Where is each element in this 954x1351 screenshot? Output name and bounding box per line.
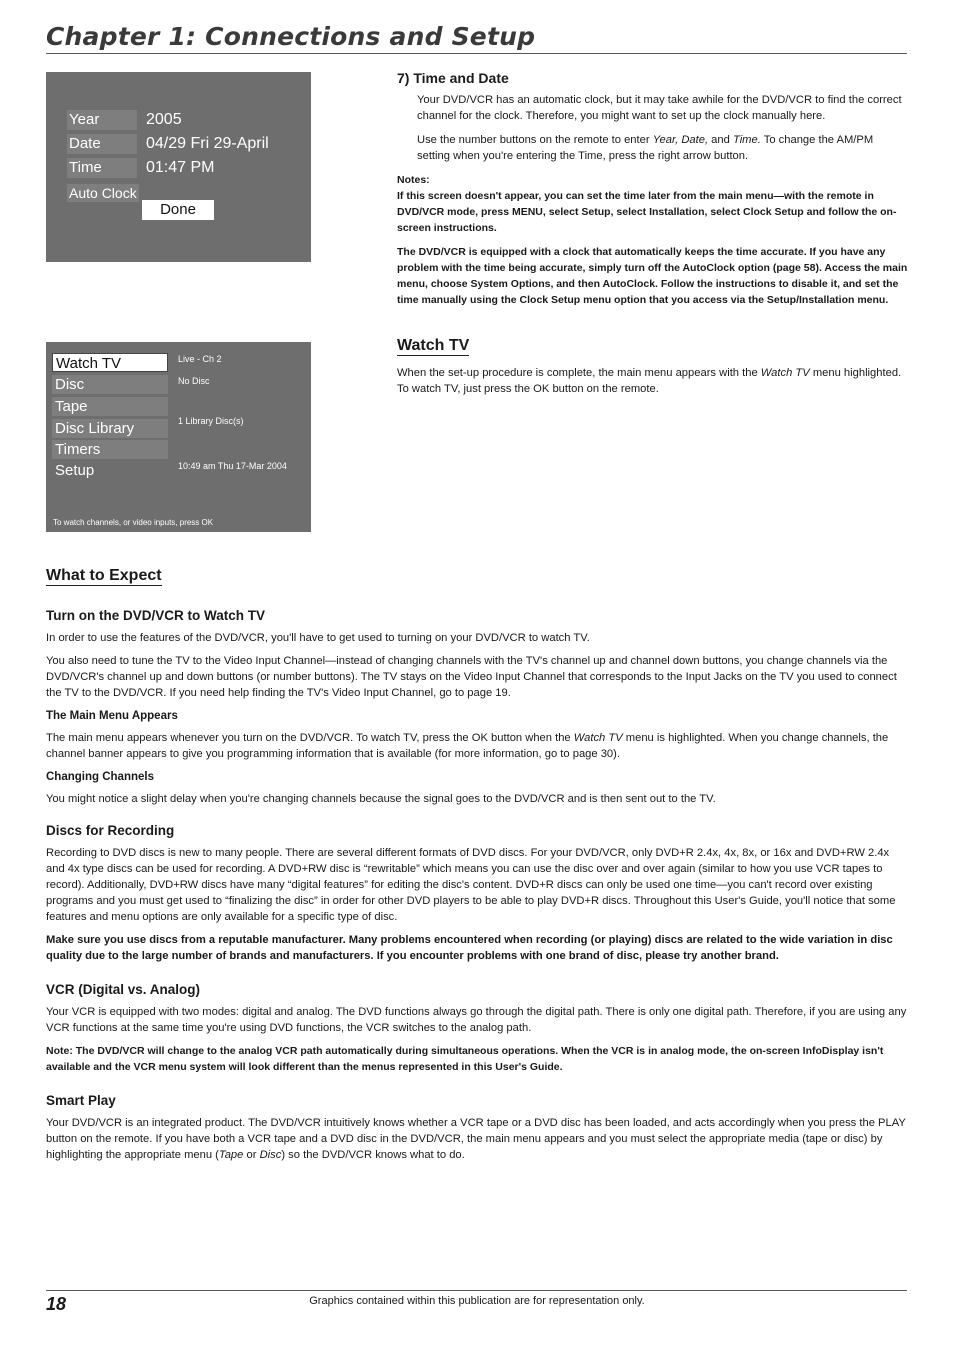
menu-info-datetime: 10:49 am Thu 17-Mar 2004 [178, 461, 287, 471]
menu-info-library: 1 Library Disc(s) [178, 416, 244, 426]
clock-setup-screen [46, 72, 311, 262]
menu-footer-hint: To watch channels, or video inputs, press OK [53, 518, 214, 527]
vcr-heading: VCR (Digital vs. Analog) [46, 982, 201, 997]
page-number: 18 [46, 1294, 67, 1314]
right-column [397, 70, 909, 404]
what-to-expect-heading: What to Expect [46, 567, 162, 584]
turn-on-paragraph-2: You also need to tune the TV to the Video Input Channel—instead of changing channels with the TV's channel up and channel down buttons, you change channels via the DVD/VCR's channel up and down buttons (or number buttons). The TV stays on the Video Input Channel that corresponds to the Input Jacks on the TV you used to connect the TV to the DVD/VCR. If you need help finding the TV's Video Input Channel, go to page 19. [46, 655, 897, 699]
text-run: menu highlighted. To watch TV, just press the OK button on the remote. [397, 367, 902, 395]
note-autoclock: The DVD/VCR is equipped with a clock that automatically keeps the time accurate. If you have any problem with the time being accurate, simply turn off the AutoClock option (page 58). Access the main menu, choose System Options, and then AutoClock. Follow the instructions to disable it, and set the time manually using the Clock Setup menu option that you access via the Setup/Installation menu. [397, 246, 908, 306]
turn-on-paragraph-1: In order to use the features of the DVD/VCR, you'll have to get used to turning on your DVD/VCR to watch TV. [46, 632, 590, 644]
text-run: Your DVD/VCR is an integrated product. The DVD/VCR intuitively knows whether a VCR tape or a DVD disc has been loaded, and acts accordingly when you press the PLAY button on the remote. If you have both a VCR tape and a DVD disc in the DVD/VCR, the main menu appears and you must select the appropriate media (tape or disc) by highlighting the appropriate menu ( [46, 1117, 906, 1161]
text-run: ) so the DVD/VCR knows what to do. [281, 1149, 465, 1161]
menu-info-disc: No Disc [178, 376, 210, 386]
clock-value: 01:47 PM [146, 159, 215, 176]
footer-rule [46, 1290, 907, 1291]
text-run: The main menu appears whenever you turn on the DVD/VCR. To watch TV, press the OK button when the [46, 732, 574, 744]
text-run-italic: Year, Date, [652, 134, 709, 146]
watch-tv-paragraph [397, 365, 909, 397]
text-run-italic: Tape [218, 1149, 244, 1161]
watch-tv-heading: Watch TV [397, 337, 470, 354]
clock-label: Date [67, 134, 137, 154]
menu-item-disc-library: Disc Library [52, 419, 168, 438]
header-rule [46, 53, 907, 54]
main-menu-screen [46, 342, 311, 532]
turn-on-heading: Turn on the DVD/VCR to Watch TV [46, 608, 265, 623]
clock-value: 2005 [146, 111, 182, 128]
discs-warning: Make sure you use discs from a reputable manufacturer. Many problems encountered when recording (or playing) discs are related to the wide variation in disc quality due to the large number of brands and manufacturers. If you encounter problems with one brand of disc, please try another brand. [46, 934, 893, 962]
menu-item-tape: Tape [52, 397, 168, 416]
changing-channels-heading: Changing Channels [46, 771, 154, 783]
discs-heading: Discs for Recording [46, 823, 175, 838]
vcr-paragraph: Your VCR is equipped with two modes: digital and analog. The DVD functions always go through the digital path. There is only one digital path. Therefore, if you are using any VCR functions at the same time you're using DVD functions, the VCR switches to the analog path. [46, 1006, 907, 1034]
text-run: Use the number buttons on the remote to enter [417, 134, 653, 146]
clock-label: Year [67, 110, 137, 130]
main-menu-appears-heading: The Main Menu Appears [46, 710, 178, 722]
text-run: and [708, 134, 733, 146]
clock-label: Time [67, 158, 137, 178]
smart-play-heading: Smart Play [46, 1093, 116, 1108]
changing-channels-paragraph: You might notice a slight delay when you're changing channels because the signal goes to the DVD/VCR and is then sent out to the TV. [46, 793, 716, 805]
clock-value: 04/29 Fri 29-April [146, 135, 269, 152]
smart-play-paragraph [46, 1115, 908, 1163]
text-run: or [243, 1149, 260, 1161]
text-run-italic: Disc [259, 1149, 282, 1161]
menu-item-watch-tv: Watch TV [52, 353, 168, 372]
main-menu-appears-paragraph [46, 730, 908, 762]
text-run: menu is highlighted. When you change channels, the channel banner appears to give you programming information that is available (for more information, go to page 30). [46, 732, 889, 760]
text-run: To change the AM/PM setting when you're entering the Time, press the right arrow button. [417, 134, 874, 162]
text-run-italic: Time. [732, 134, 761, 146]
chapter-title: Chapter 1: Connections and Setup [46, 22, 536, 51]
menu-info-channel: Live - Ch 2 [178, 354, 222, 364]
discs-paragraph: Recording to DVD discs is new to many people. There are several different formats of DVD discs. For your DVD/VCR, only DVD+R 2.4x, 4x, 8x, or 16x and DVD+RW 2.4x and 4x type discs can be used for recording. A DVD+RW disc is “rewritable” which means you can use the disc over and over again (similar to how you use VCR tapes to record). Additionally, DVD+RW discs have many “digital features” for editing the disc's content. DVD+R discs can only be used one time—you can't record over existing programs and you must get used to “finalizing the disc” in order for other DVD players to be able to play DVD+R discs. Throughout this User's Guide, you'll notice that some features and menu options are only available for a specific type of disc. [46, 847, 896, 923]
time-date-instructions [417, 132, 909, 164]
menu-item-disc: Disc [52, 375, 168, 394]
menu-item-timers: Timers [52, 440, 168, 459]
text-run-italic: Watch TV [573, 732, 623, 744]
text-run-italic: Watch TV [760, 367, 810, 379]
text-run: When the set-up procedure is complete, the main menu appears with the [397, 367, 761, 379]
main-column [46, 566, 908, 1170]
auto-clock-option: Auto Clock [67, 184, 139, 202]
footer-note: Graphics contained within this publication are for representation only. [309, 1295, 645, 1307]
done-button: Done [142, 200, 214, 220]
notes-label: Notes: [397, 174, 430, 186]
time-date-title: 7) Time and Date [397, 70, 509, 86]
time-date-paragraph: Your DVD/VCR has an automatic clock, but it may take awhile for the DVD/VCR to find the correct channel for the clock. Therefore, you might want to set up the clock manually here. [417, 94, 902, 122]
note-clock-screen: If this screen doesn't appear, you can set the time later from the main menu—with the remote in DVD/VCR mode, press MENU, select Setup, select Installation, select Clock Setup and follow the on-screen instructions. [397, 190, 897, 234]
menu-item-setup: Setup [55, 462, 95, 479]
vcr-note: Note: The DVD/VCR will change to the analog VCR path automatically during simultaneous operations. When the VCR is in analog mode, the on-screen InfoDisplay isn't available and the VCR menu system will look different than the menus represented in this User's Guide. [46, 1045, 884, 1073]
